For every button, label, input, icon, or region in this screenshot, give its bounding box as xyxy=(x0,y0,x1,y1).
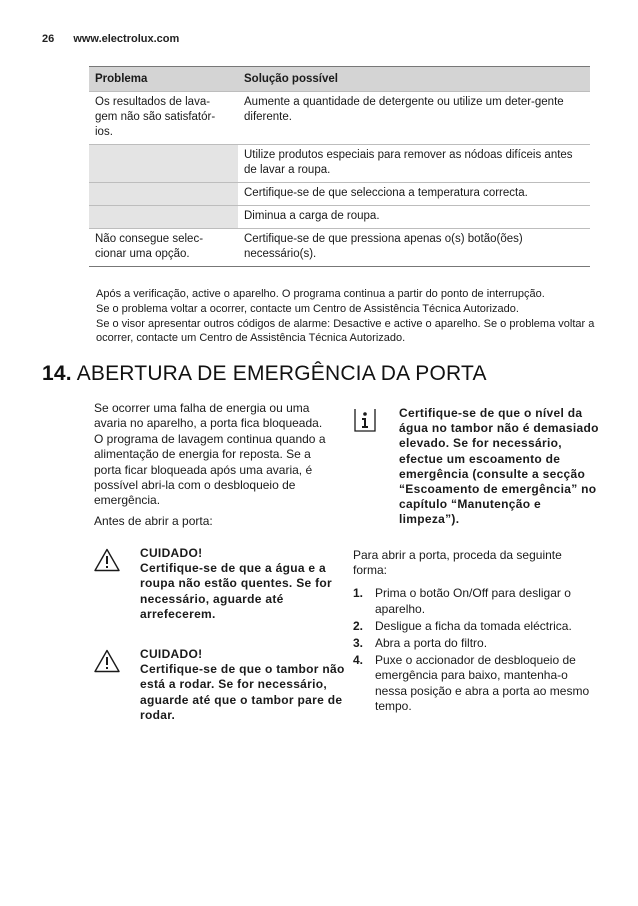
table-row xyxy=(89,92,590,145)
notes-block xyxy=(96,287,596,346)
right-column xyxy=(353,548,598,716)
list-item xyxy=(353,653,598,714)
step-number: 4. xyxy=(353,653,364,668)
section-number: 14. xyxy=(42,362,72,385)
table-row xyxy=(89,183,590,206)
table-cell-solution: Aumente a quantidade de detergente ou utilize um deter-gente diferente. xyxy=(238,92,590,145)
table-cell-problem xyxy=(89,206,238,229)
site-url: www.electrolux.com xyxy=(73,33,180,45)
table-row xyxy=(89,145,590,183)
warning-triangle-icon xyxy=(94,649,120,673)
table-cell-problem: Os resultados de lava-gem não são satisfatór-ios. xyxy=(89,92,238,145)
table-header-row xyxy=(89,67,590,92)
warning-text xyxy=(140,546,350,622)
table-cell-problem: Não consegue selec-cionar uma opção. xyxy=(89,229,238,267)
table-row xyxy=(89,229,590,267)
warning-body: Certifique-se de que o tambor não está a rodar. Se for necessário, aguarde até que o tambor pare de rodar. xyxy=(140,662,345,722)
warning-title: CUIDADO! xyxy=(140,546,203,560)
page-header xyxy=(42,33,179,45)
steps-list xyxy=(353,586,598,714)
list-item xyxy=(353,636,598,651)
note-text: Após a verificação, active o aparelho. O programa continua a partir do ponto de interrupção. xyxy=(96,288,545,300)
info-icon xyxy=(353,408,377,432)
step-text: Abra a porta do filtro. xyxy=(375,636,488,651)
step-text: Desligue a ficha da tomada eléctrica. xyxy=(375,618,572,633)
table-cell-solution: Diminua a carga de roupa. xyxy=(238,206,590,229)
table-row xyxy=(89,206,590,229)
step-number: 2. xyxy=(353,618,364,633)
table-header-solution: Solução possível xyxy=(238,67,590,92)
table-cell-problem xyxy=(89,145,238,183)
table-cell-solution: Utilize produtos especiais para remover as nódoas difíceis antes de lavar a roupa. xyxy=(238,145,590,183)
table-cell-solution: Certifique-se de que selecciona a temperatura correcta. xyxy=(238,183,590,206)
troubleshooting-table xyxy=(89,66,590,267)
note-text: Se o problema voltar a ocorrer, contacte um Centro de Assistência Técnica Autorizado. xyxy=(96,302,519,315)
step-number: 1. xyxy=(353,586,364,601)
table-header-problem: Problema xyxy=(89,67,238,92)
table-cell-problem xyxy=(89,183,238,206)
section-heading xyxy=(42,362,487,386)
warning-title: CUIDADO! xyxy=(140,647,203,661)
before-opening-text: Antes de abrir a porta: xyxy=(94,513,213,528)
steps-intro: Para abrir a porta, proceda da seguinte forma: xyxy=(353,548,562,578)
step-text: Prima o botão On/Off para desligar o aparelho. xyxy=(375,586,571,616)
step-number: 3. xyxy=(353,636,364,651)
left-column xyxy=(94,401,334,529)
list-item xyxy=(353,619,598,634)
info-text: Certifique-se de que o nível da água no tambor não é demasiado elevado. Se for necessário, efectue um escoamento de emergência (consulte a secção “Escoamento de emergência” no capítulo “Manutenção e limpeza”). xyxy=(399,406,599,527)
warning-triangle-icon xyxy=(94,548,120,572)
warning-body: Certifique-se de que a água e a roupa não estão quentes. Se for necessário, aguarde até arrefecerem. xyxy=(140,561,333,621)
page-number: 26 xyxy=(42,33,55,45)
list-item xyxy=(353,586,598,616)
intro-paragraph: Se ocorrer uma falha de energia ou uma avaria no aparelho, a porta fica bloqueada. O programa de lavagem continua quando a alimentação de energia for reposta. Se a porta ficar bloqueada após uma avaria, é possível abri-la com o desbloqueio de emergência. xyxy=(94,401,326,508)
section-title: ABERTURA DE EMERGÊNCIA DA PORTA xyxy=(76,362,487,385)
table-cell-solution: Certifique-se de que pressiona apenas o(s) botão(ões) necessário(s). xyxy=(238,229,590,267)
note-text: Se o visor apresentar outros códigos de alarme: Desactive e active o aparelho. Se o problema voltar a ocorrer, contacte um Centro de Assistência Técnica Autorizado. xyxy=(96,317,595,345)
warning-text xyxy=(140,647,350,723)
step-text: Puxe o accionador de desbloqueio de emergência para baixo, mantenha-o nessa posição e abra a porta ao mesmo tempo. xyxy=(375,653,590,713)
